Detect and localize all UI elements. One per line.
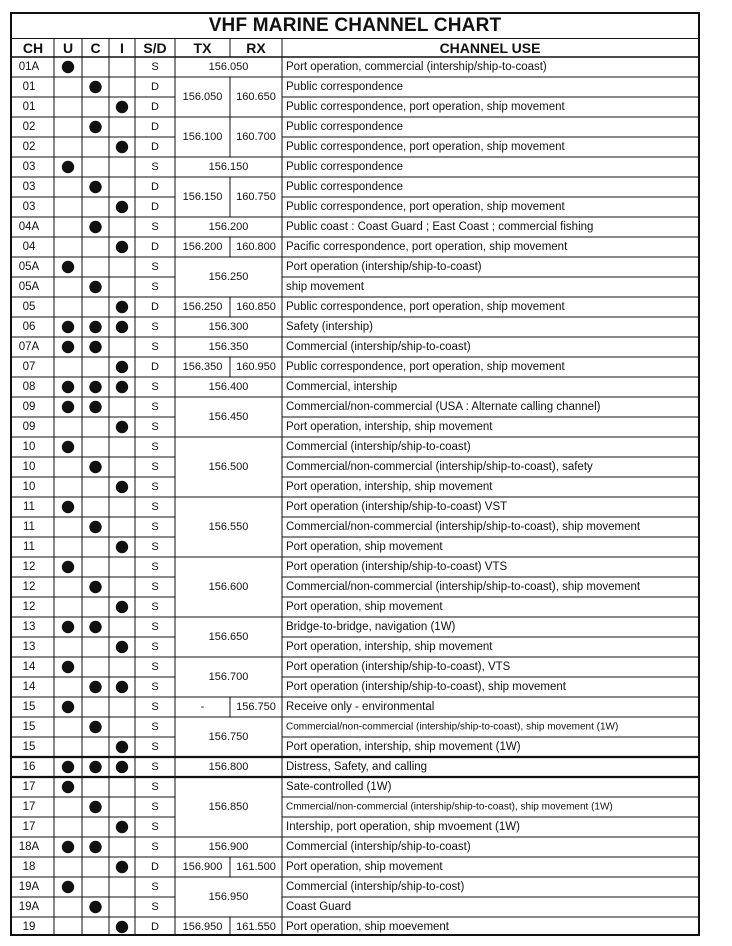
- band-dot-canada: [89, 381, 101, 393]
- simplex-duplex: S: [151, 761, 159, 773]
- channel-use: Public correspondence: [286, 81, 403, 93]
- channel-use: Port operation (intership/ship-to-coast) VST: [286, 501, 508, 513]
- band-dot-usa: [62, 841, 74, 853]
- frequency-cell: [209, 461, 249, 473]
- channel-use: Port operation (intership/ship-to-coast): [286, 261, 482, 273]
- frequency-cell: [209, 271, 249, 283]
- band-dot-canada: [89, 221, 101, 233]
- simplex-duplex: S: [151, 341, 159, 353]
- channel-number: 15: [22, 721, 36, 733]
- channel-use: Safety (intership): [286, 321, 373, 333]
- band-dot-usa: [62, 321, 74, 333]
- table-row: [23, 601, 444, 613]
- band-dot-canada: [89, 401, 101, 413]
- channel-use: Coast Guard: [286, 901, 352, 913]
- simplex-duplex: S: [151, 61, 159, 73]
- table-row: [23, 201, 566, 213]
- band-dot-usa: [62, 621, 74, 633]
- frequency-cell: [183, 91, 276, 103]
- rx-frequency: 161.500: [236, 861, 276, 873]
- band-dot-canada: [89, 621, 101, 633]
- channel-use: Port operation (intership/ship-to-coast), VTS: [286, 661, 511, 673]
- header-c: C: [90, 40, 101, 56]
- tx-frequency: 156.650: [208, 631, 249, 643]
- channel-use: Public correspondence, port operation, ship movement: [286, 101, 565, 113]
- simplex-duplex: S: [151, 841, 159, 853]
- band-dot-international: [116, 481, 128, 493]
- band-dot-international: [116, 821, 128, 833]
- tx-frequency: 156.800: [208, 761, 249, 773]
- band-dot-usa: [62, 781, 74, 793]
- band-dot-canada: [89, 681, 101, 693]
- channel-number: 11: [23, 501, 35, 513]
- band-dot-canada: [89, 761, 101, 773]
- channel-number: 08: [22, 381, 36, 393]
- band-dot-canada: [89, 841, 101, 853]
- table-row: [19, 61, 547, 73]
- tx-frequency: 156.350: [182, 361, 223, 373]
- tx-frequency: 156.400: [208, 381, 249, 393]
- tx-frequency: 156.850: [208, 801, 249, 813]
- header-sd: S/D: [143, 40, 167, 56]
- simplex-duplex: S: [151, 161, 159, 173]
- simplex-duplex: S: [151, 321, 159, 333]
- tx-frequency: 156.100: [182, 131, 223, 143]
- simplex-duplex: D: [151, 121, 159, 133]
- channel-use: Commercial/non-commercial (USA : Alternate calling channel): [286, 401, 601, 413]
- channel-number: 17: [22, 801, 36, 813]
- header-use: CHANNEL USE: [439, 40, 541, 56]
- band-dot-usa: [62, 161, 74, 173]
- table-row: [23, 741, 521, 753]
- channel-use: Port operation, intership, ship movement: [286, 421, 493, 433]
- band-dot-canada: [89, 281, 101, 293]
- band-dot-international: [116, 361, 128, 373]
- table-row: [23, 461, 593, 473]
- band-dot-canada: [89, 121, 101, 133]
- channel-number: 10: [22, 441, 36, 453]
- rx-frequency: 161.550: [236, 921, 276, 933]
- simplex-duplex: S: [151, 661, 159, 673]
- simplex-duplex: S: [151, 781, 159, 793]
- table-row: [23, 141, 566, 153]
- frequency-cell: [209, 341, 249, 353]
- channel-use: Public correspondence: [286, 181, 403, 193]
- channel-chart: [10, 12, 700, 936]
- simplex-duplex: D: [151, 921, 159, 933]
- band-dot-international: [116, 421, 128, 433]
- band-dot-international: [116, 741, 128, 753]
- channel-use: Public coast : Coast Guard ; East Coast ; commercial fishing: [286, 221, 594, 233]
- channel-number: 02: [22, 141, 36, 153]
- band-dot-international: [116, 201, 128, 213]
- frequency-cell: [183, 191, 276, 203]
- channel-number: 01: [22, 81, 36, 93]
- simplex-duplex: D: [151, 301, 159, 313]
- band-dot-international: [116, 861, 128, 873]
- channel-use: Port operation, ship movement: [286, 601, 443, 613]
- simplex-duplex: S: [151, 821, 159, 833]
- frequency-cell: [209, 731, 249, 743]
- frequency-cell: [183, 921, 276, 933]
- band-dot-usa: [62, 701, 74, 713]
- band-dot-international: [116, 381, 128, 393]
- band-dot-canada: [89, 341, 101, 353]
- channel-use: Public correspondence: [286, 121, 403, 133]
- channel-number: 18: [22, 861, 36, 873]
- table-row: [23, 661, 511, 673]
- channel-number: 10: [22, 481, 36, 493]
- table-row: [23, 861, 444, 873]
- band-dot-international: [116, 301, 128, 313]
- channel-use: Commercial (intership/ship-to-coast): [286, 341, 471, 353]
- frequency-cell: [209, 411, 249, 423]
- frequency-cell: [209, 631, 249, 643]
- channel-use: Commercial (intership/ship-to-coast): [286, 841, 471, 853]
- channel-number: 05A: [18, 261, 40, 273]
- table-row: [23, 561, 508, 573]
- simplex-duplex: D: [151, 101, 159, 113]
- simplex-duplex: S: [151, 381, 159, 393]
- channel-use: Port operation (intership/ship-to-coast) VTS: [286, 561, 508, 573]
- frequency-cell: [183, 301, 276, 313]
- channel-use: Port operation, commercial (intership/ship-to-coast): [286, 61, 547, 73]
- frequency-cell: [183, 131, 276, 143]
- band-dot-international: [116, 681, 128, 693]
- frequency-cell: [209, 581, 249, 593]
- table-row: [23, 701, 435, 713]
- simplex-duplex: D: [151, 861, 159, 873]
- frequency-cell: [209, 801, 249, 813]
- channel-number: 19A: [18, 881, 40, 893]
- channel-number: 14: [22, 681, 36, 693]
- tx-frequency: 156.200: [208, 221, 249, 233]
- channel-use: Commercial/non-commercial (intership/ship-to-coast), ship movement: [286, 521, 641, 533]
- channel-number: 11: [23, 521, 35, 533]
- channel-number: 05: [22, 301, 36, 313]
- channel-use: Pacific correspondence, port operation, ship movement: [286, 241, 568, 253]
- channel-number: 12: [22, 561, 36, 573]
- channel-use: Port operation, intership, ship movement: [286, 641, 493, 653]
- band-dot-usa: [62, 61, 74, 73]
- table-row: [19, 221, 594, 233]
- channel-use: Intership, port operation, ship mvoement (1W): [286, 821, 520, 833]
- simplex-duplex: S: [151, 561, 159, 573]
- band-dot-canada: [89, 321, 101, 333]
- frequency-cell: [209, 521, 249, 533]
- channel-number: 03: [22, 201, 36, 213]
- table-row: [23, 241, 568, 253]
- header-tx: TX: [193, 40, 212, 56]
- band-dot-usa: [62, 561, 74, 573]
- table-row: [19, 281, 365, 293]
- channel-number: 03: [22, 161, 36, 173]
- frequency-cell: [209, 61, 249, 73]
- simplex-duplex: S: [151, 281, 159, 293]
- channel-use: Port operation, ship movement: [286, 861, 443, 873]
- frequency-cell: [209, 891, 249, 903]
- channel-use: Commercial/non-commercial (intership/ship-to-coast), ship movement: [286, 581, 641, 593]
- rx-frequency: 156.750: [236, 701, 276, 713]
- channel-use: Distress, Safety, and calling: [286, 761, 428, 773]
- tx-frequency: 156.700: [208, 671, 249, 683]
- tx-frequency: 156.250: [182, 301, 223, 313]
- table-row: [19, 901, 351, 913]
- channel-number: 15: [22, 741, 36, 753]
- band-dot-international: [116, 141, 128, 153]
- channel-number: 12: [22, 581, 36, 593]
- band-dot-canada: [89, 521, 101, 533]
- frequency-cell: [183, 361, 276, 373]
- channel-use: Commercial/non-commercial (intership/ship-to-coast), safety: [286, 461, 593, 473]
- simplex-duplex: S: [151, 401, 159, 413]
- table-row: [23, 681, 567, 693]
- simplex-duplex: D: [151, 241, 159, 253]
- channel-number: 17: [22, 821, 36, 833]
- channel-number: 02: [22, 121, 36, 133]
- band-dot-canada: [89, 721, 101, 733]
- channel-number: 09: [22, 421, 36, 433]
- band-dot-canada: [89, 581, 101, 593]
- header-i: I: [120, 40, 124, 56]
- simplex-duplex: D: [151, 361, 159, 373]
- simplex-duplex: S: [151, 801, 159, 813]
- simplex-duplex: S: [151, 881, 159, 893]
- band-dot-international: [116, 921, 128, 933]
- tx-frequency: 156.300: [208, 321, 249, 333]
- channel-number: 18A: [18, 841, 40, 853]
- band-dot-canada: [89, 81, 101, 93]
- simplex-duplex: S: [151, 901, 159, 913]
- simplex-duplex: S: [151, 461, 159, 473]
- frequency-cell: [209, 761, 249, 773]
- channel-use: Commercial (intership/ship-to-coast): [286, 441, 471, 453]
- tx-frequency: 156.900: [182, 861, 223, 873]
- channel-number: 01: [22, 101, 36, 113]
- channel-number: 19A: [18, 901, 40, 913]
- table-row: [23, 641, 494, 653]
- frequency-cell: [201, 701, 276, 713]
- channel-number: 04: [22, 241, 36, 253]
- frequency-cell: [209, 381, 249, 393]
- tx-frequency: 156.750: [208, 731, 249, 743]
- tx-frequency: 156.450: [208, 411, 249, 423]
- channel-use: Sate-controlled (1W): [286, 781, 392, 793]
- simplex-duplex: S: [151, 521, 159, 533]
- tx-frequency: 156.900: [208, 841, 249, 853]
- simplex-duplex: S: [151, 721, 159, 733]
- channel-use: Public correspondence, port operation, ship movement: [286, 361, 565, 373]
- table-row: [23, 101, 566, 113]
- channel-number: 14: [22, 661, 36, 673]
- frequency-cell: [183, 241, 276, 253]
- simplex-duplex: S: [151, 221, 159, 233]
- simplex-duplex: S: [151, 741, 159, 753]
- rx-frequency: 160.700: [236, 131, 276, 143]
- rx-frequency: 160.850: [236, 301, 276, 313]
- channel-number: 11: [23, 541, 35, 553]
- band-dot-international: [116, 321, 128, 333]
- table-row: [23, 821, 521, 833]
- band-dot-canada: [89, 181, 101, 193]
- band-dot-usa: [62, 401, 74, 413]
- frequency-cell: [209, 321, 249, 333]
- channel-number: 13: [22, 641, 36, 653]
- band-dot-international: [116, 641, 128, 653]
- channel-use: ship movement: [286, 281, 364, 293]
- rx-frequency: 160.650: [236, 91, 276, 103]
- band-dot-usa: [62, 661, 74, 673]
- channel-use: Cmmercial/non-commercial (intership/ship-to-coast), ship movement (1W): [286, 801, 613, 813]
- band-dot-canada: [89, 801, 101, 813]
- chart-title: VHF MARINE CHANNEL CHART: [12, 14, 698, 39]
- channel-use: Bridge-to-bridge, navigation (1W): [286, 621, 456, 633]
- tx-frequency: 156.150: [182, 191, 223, 203]
- channel-number: 15: [22, 701, 36, 713]
- table-row: [23, 541, 443, 553]
- band-dot-international: [116, 761, 128, 773]
- tx-frequency: 156.550: [208, 521, 249, 533]
- tx-frequency: 156.050: [182, 91, 223, 103]
- simplex-duplex: D: [151, 141, 159, 153]
- rx-frequency: 160.800: [236, 241, 276, 253]
- table-row: [23, 481, 494, 493]
- channel-use: Port operation (intership/ship-to-coast), ship movement: [286, 681, 566, 693]
- table-row: [23, 501, 507, 513]
- channel-number: 07: [22, 361, 36, 373]
- simplex-duplex: D: [151, 201, 159, 213]
- table-row: [23, 301, 566, 313]
- simplex-duplex: S: [151, 641, 159, 653]
- frequency-cell: [183, 861, 276, 873]
- frequency-cell: [209, 161, 249, 173]
- simplex-duplex: S: [151, 621, 159, 633]
- tx-frequency: 156.050: [208, 61, 249, 73]
- band-dot-international: [116, 541, 128, 553]
- table-row: [23, 421, 494, 433]
- channel-use: Commercial/non-commercial (intership/ship-to-coast), ship movement (1W): [286, 721, 619, 733]
- channel-number: 09: [22, 401, 36, 413]
- header-rx: RX: [246, 40, 266, 56]
- band-dot-usa: [62, 261, 74, 273]
- channel-use: Port operation, intership, ship movement: [286, 481, 493, 493]
- tx-frequency: -: [200, 701, 205, 713]
- table-row: [19, 261, 482, 273]
- band-dot-canada: [89, 901, 101, 913]
- channel-use: Public correspondence, port operation, ship movement: [286, 141, 565, 153]
- band-dot-international: [116, 101, 128, 113]
- rx-frequency: 160.750: [236, 191, 276, 203]
- channel-number: 10: [22, 461, 36, 473]
- channel-number: 13: [22, 621, 36, 633]
- band-dot-usa: [62, 381, 74, 393]
- channel-number: 04A: [18, 221, 40, 233]
- channel-use: Port operation, ship moevement: [286, 921, 450, 933]
- tx-frequency: 156.950: [208, 891, 249, 903]
- band-dot-international: [116, 601, 128, 613]
- band-dot-international: [116, 241, 128, 253]
- band-dot-usa: [62, 341, 74, 353]
- simplex-duplex: S: [151, 441, 159, 453]
- channel-use: Receive only - environmental: [286, 701, 435, 713]
- channel-use: Commercial, intership: [286, 381, 398, 393]
- simplex-duplex: S: [151, 701, 159, 713]
- band-dot-usa: [62, 441, 74, 453]
- header-ch: CH: [22, 40, 44, 56]
- tx-frequency: 156.350: [208, 341, 249, 353]
- simplex-duplex: S: [151, 681, 159, 693]
- band-dot-usa: [62, 881, 74, 893]
- channel-use: Public correspondence, port operation, ship movement: [286, 201, 565, 213]
- table-row: [23, 581, 641, 593]
- band-dot-canada: [89, 461, 101, 473]
- tx-frequency: 156.250: [208, 271, 249, 283]
- simplex-duplex: S: [151, 481, 159, 493]
- table-row: [23, 781, 392, 793]
- simplex-duplex: S: [151, 261, 159, 273]
- header-u: U: [62, 40, 74, 56]
- channel-number: 17: [22, 781, 36, 793]
- frequency-cell: [209, 671, 249, 683]
- table-row: [23, 321, 373, 333]
- simplex-duplex: S: [151, 601, 159, 613]
- table-row: [23, 441, 471, 453]
- channel-number: 19: [22, 921, 36, 933]
- channel-number: 07A: [18, 341, 40, 353]
- channel-number: 05A: [18, 281, 40, 293]
- simplex-duplex: D: [151, 181, 159, 193]
- table-row: [23, 801, 613, 813]
- table-row: [23, 721, 619, 733]
- channel-use: Public correspondence: [286, 161, 403, 173]
- table-row: [23, 521, 641, 533]
- channel-number: 03: [22, 181, 36, 193]
- channel-use: Public correspondence, port operation, ship movement: [286, 301, 565, 313]
- channel-use: Port operation, ship movement: [286, 541, 443, 553]
- channel-number: 16: [22, 761, 36, 773]
- band-dot-usa: [62, 501, 74, 513]
- tx-frequency: 156.600: [208, 581, 249, 593]
- table-row: [23, 361, 566, 373]
- simplex-duplex: D: [151, 81, 159, 93]
- channel-table: [12, 14, 698, 934]
- rx-frequency: 160.950: [236, 361, 276, 373]
- channel-number: 12: [22, 601, 36, 613]
- channel-use: Port operation, intership, ship movement (1W): [286, 741, 521, 753]
- simplex-duplex: S: [151, 541, 159, 553]
- tx-frequency: 156.200: [182, 241, 223, 253]
- band-dot-usa: [62, 761, 74, 773]
- simplex-duplex: S: [151, 581, 159, 593]
- frequency-cell: [209, 841, 249, 853]
- tx-frequency: 156.950: [182, 921, 223, 933]
- channel-number: 06: [22, 321, 36, 333]
- channel-number: 01A: [18, 61, 40, 73]
- simplex-duplex: S: [151, 501, 159, 513]
- channel-use: Commercial (intership/ship-to-cost): [286, 881, 465, 893]
- frequency-cell: [209, 221, 249, 233]
- tx-frequency: 156.500: [208, 461, 249, 473]
- tx-frequency: 156.150: [208, 161, 249, 173]
- simplex-duplex: S: [151, 421, 159, 433]
